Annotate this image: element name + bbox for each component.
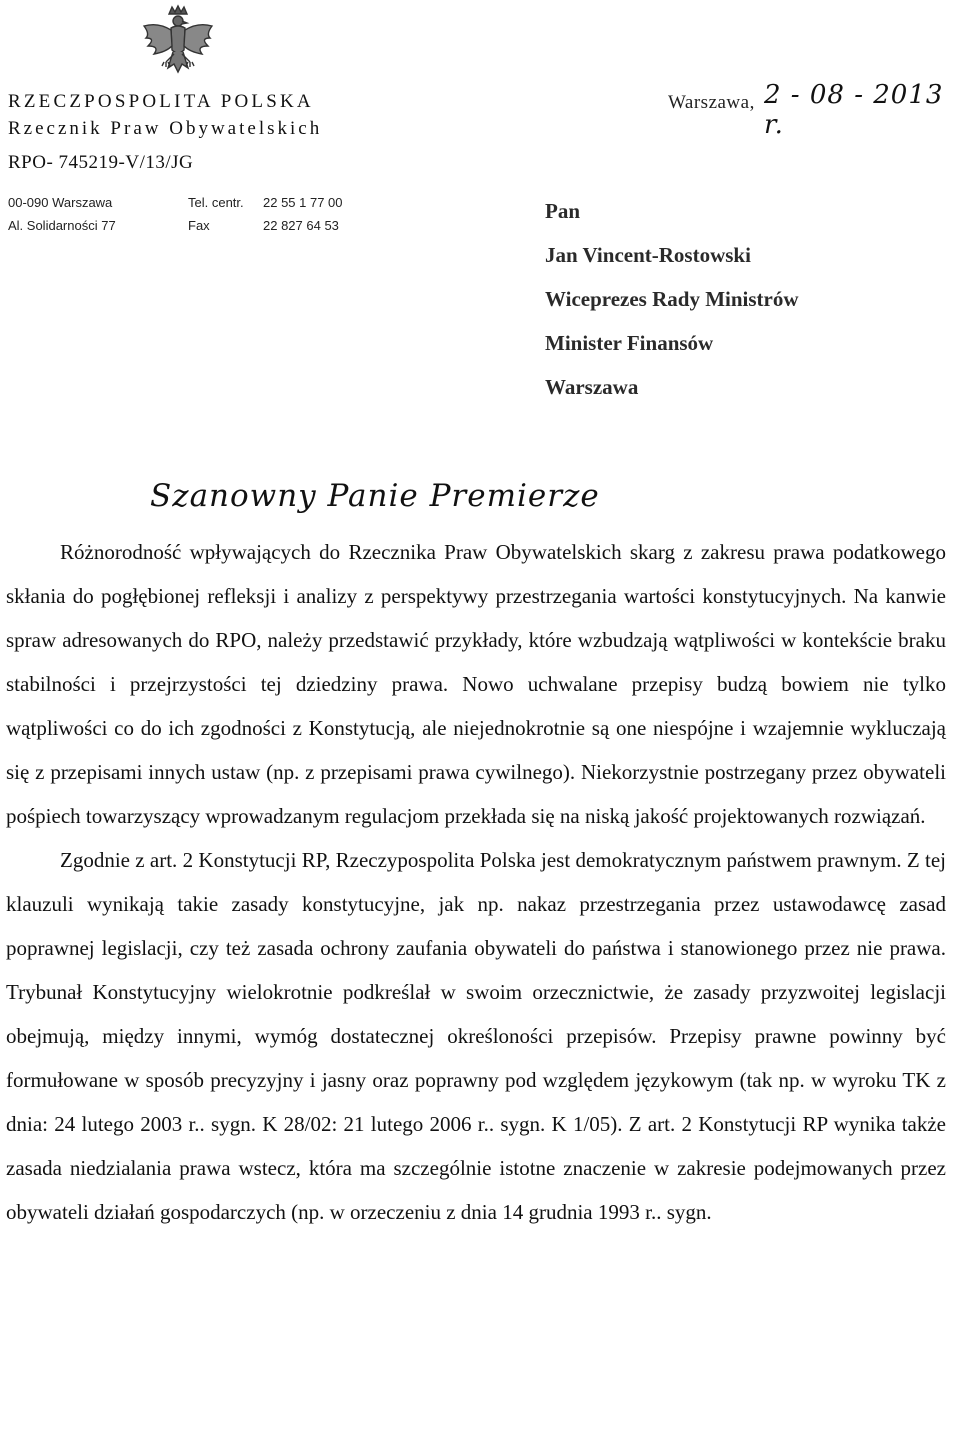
- recipient-title-1: Wiceprezes Rady Ministrów: [545, 287, 799, 311]
- fax-label: Fax: [188, 218, 210, 233]
- handwritten-date: 2 - 08 - 2013 r.: [764, 80, 944, 140]
- recipient-city: Warszawa: [545, 375, 639, 399]
- reference-number: RPO- 745219-V/13/JG: [8, 152, 194, 173]
- address-street: Al. Solidarności 77: [8, 218, 116, 233]
- polish-eagle-emblem-icon: [138, 4, 218, 88]
- body-paragraph-2: Zgodnie z art. 2 Konstytucji RP, Rzeczypospolita Polska jest demokratycznym państwem prawnym. Z tej klauzuli wynikają takie zasady konstytucyjne, jak np. nakaz przestrzegania przez ustawodawcę zasad poprawnej legislacji, czy też zasada ochrony zaufania obywateli do państwa i stanowionego przez nie prawa. Trybunał Konstytucyjny wielokrotnie podkreślał w swoim orzecznictwie, że zasady przyzwoitej legislacji obejmują, między innymi, wymóg dostatecznej określoności przepisów. Przepisy prawne powinny być formułowane w sposób precyzyjny i jasny oraz poprawny pod względem językowym (tak np. w wyroku TK z dnia: 24 lutego 2003 r.. sygn. K 28/02: 21 lutego 2006 r.. sygn. K 1/05). Z art. 2 Konstytucji RP wynika także zasada niedzialania prawa wstecz, która ma szczególnie istotne znaczenie w zakresie podejmowanych przez obywateli działań gospodarczych (np. w orzeczeniu z dnia 14 grudnia 1993 r.. sygn.: [6, 848, 946, 1224]
- phone-label: Tel. centr.: [188, 195, 244, 210]
- place: Warszawa,: [668, 92, 755, 113]
- recipient-title-2: Minister Finansów: [545, 331, 714, 355]
- office-name: Rzecznik Praw Obywatelskich: [8, 118, 323, 139]
- recipient-prefix: Pan: [545, 199, 581, 223]
- salutation-text: Szanowny Panie Premierze: [150, 478, 600, 514]
- address-postal: 00-090 Warszawa: [8, 195, 113, 210]
- place-and-date: [668, 80, 958, 140]
- fax-number: 22 827 64 53: [263, 218, 339, 233]
- phone-number: 22 55 1 77 00: [263, 195, 343, 210]
- body-paragraph-1: Różnorodność wpływających do Rzecznika Praw Obywatelskich skarg z zakresu prawa podatkowego skłania do pogłębionej refleksji i analizy z perspektywy przestrzegania wartości konstytucyjnych. Na kanwie spraw adresowanych do RPO, należy przedstawić przykłady, które wzbudzają wątpliwości w kontekście braku stabilności i przejrzystości tej dziedziny prawa. Nowo uchwalane przepisy budzą bowiem nie tylko wątpliwości co do ich zgodności z Konstytucją, ale niejednokrotnie są one niespójne i wzajemnie wykluczają się z przepisami innych ustaw (np. z przepisami prawa cywilnego). Niekorzystnie postrzegany przez obywateli pośpiech towarzyszący wprowadzanym regulacjom przekłada się na niską jakość projektowanych rozwiązań.: [6, 540, 946, 828]
- recipient-name: Jan Vincent-Rostowski: [545, 243, 751, 267]
- letter-body: [6, 530, 946, 1234]
- organization-name: RZECZPOSPOLITA POLSKA: [8, 91, 314, 112]
